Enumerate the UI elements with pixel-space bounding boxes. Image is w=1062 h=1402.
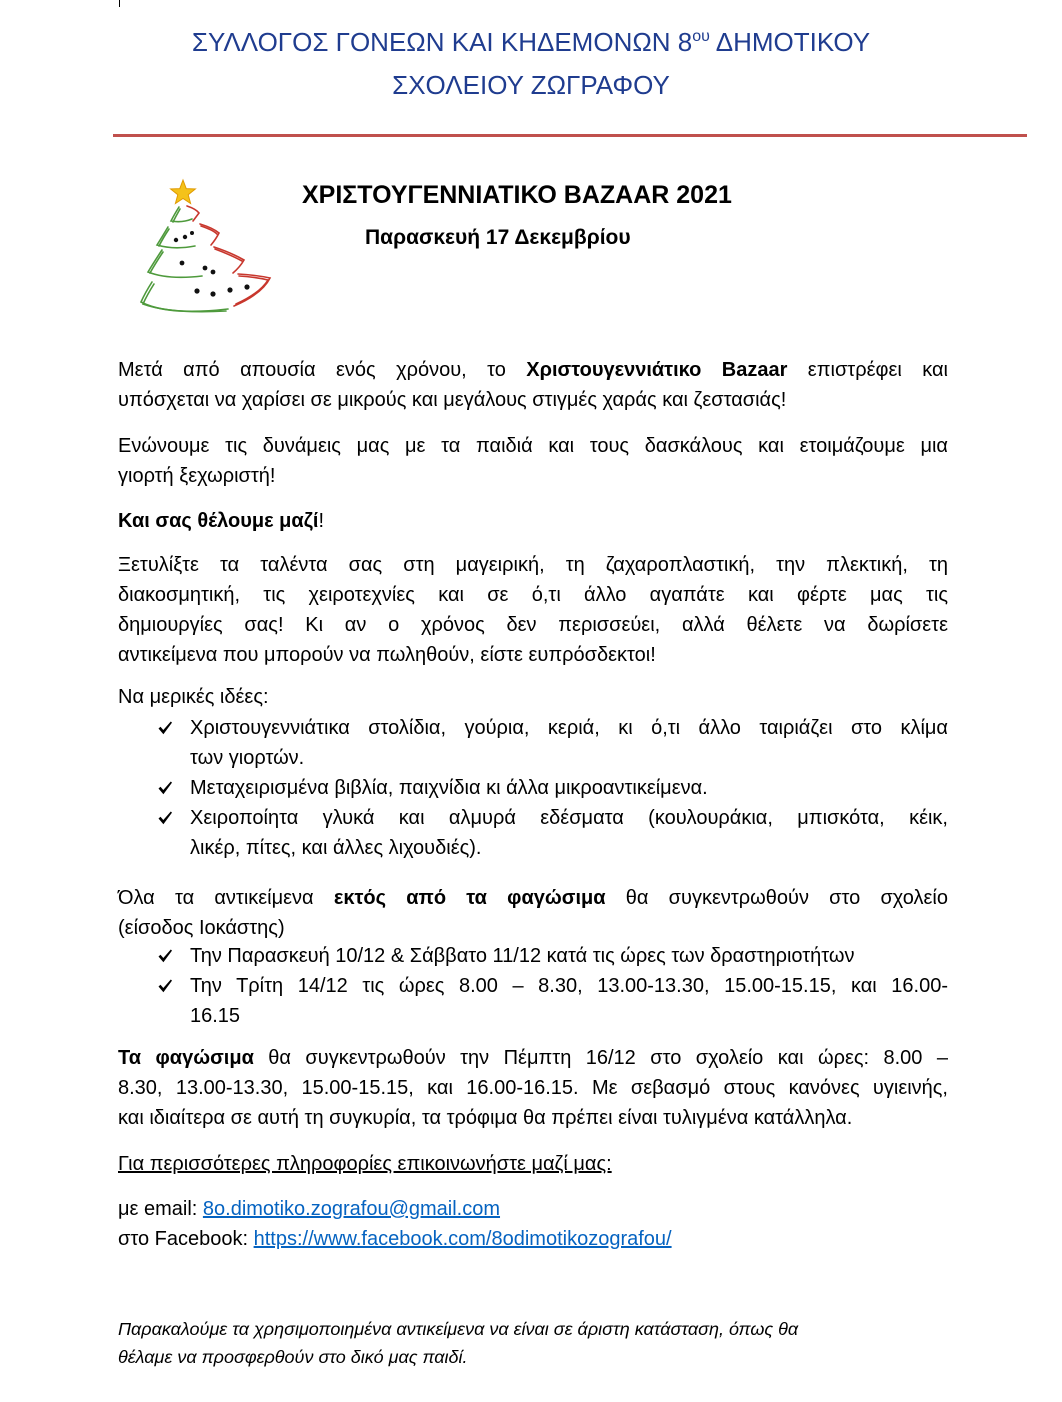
- closing-note: [118, 1315, 948, 1371]
- paragraph-line: διακοσμητική, τις χειροτεχνίες και σε ό,τι άλλο αγαπάτε και φέρτε μας τις: [118, 584, 948, 606]
- collection-times-list: [118, 941, 948, 1031]
- event-title: ΧΡΙΣΤΟΥΓΕΝΝΙΑΤΙΚΟ BAZAAR 2021: [302, 181, 732, 209]
- check-icon: [157, 720, 173, 736]
- text-segment: Όλα τα αντικείμενα: [118, 887, 334, 909]
- association-title-line-1: [0, 22, 1062, 67]
- text-segment: Μετά από απουσία ενός χρόνου, το: [118, 359, 527, 381]
- tree-green-branches: [141, 207, 228, 312]
- underlined-text: Για περισσότερες πληροφορίες επικοινωνήστε μαζί μας:: [118, 1153, 612, 1175]
- paragraph-line: [118, 883, 948, 913]
- email-line: [118, 1194, 948, 1224]
- bold-text-segment: Τα φαγώσιμα: [118, 1047, 254, 1069]
- text-segment: θα συγκεντρωθούν στο σχολείο: [605, 887, 948, 909]
- paragraph-line: (είσοδος Ιοκάστης): [118, 917, 285, 939]
- star-icon: [171, 180, 196, 204]
- invite-paragraph: [118, 506, 948, 536]
- paragraph-line: [118, 355, 948, 385]
- list-item-line: των γιορτών.: [190, 747, 305, 769]
- paragraph-line: υπόσχεται να χαρίσει σε μικρούς και μεγάλους στιγμές χαράς και ζεστασιάς!: [118, 389, 787, 411]
- list-item: [118, 773, 948, 803]
- list-item: [118, 713, 948, 773]
- text-segment: επιστρέφει και: [787, 359, 948, 381]
- email-link[interactable]: 8o.dimotiko.zografou@gmail.com: [202, 1198, 501, 1220]
- facebook-line: [118, 1224, 948, 1254]
- check-icon: [157, 780, 173, 796]
- note-line: θέλαμε να προσφερθούν στο δικό μας παιδί.: [118, 1347, 468, 1367]
- text-cursor: [119, 0, 120, 7]
- list-item-line: Την Τρίτη 14/12 τις ώρες 8.00 – 8.30, 13.00-13.30, 15.00-15.15, και 16.00-: [190, 975, 948, 997]
- bold-text-segment: Χριστουγεννιάτικο Bazaar: [526, 359, 788, 381]
- facebook-label: στο Facebook:: [118, 1228, 254, 1250]
- paragraph-line: αντικείμενα που μπορούν να πωληθούν, είστε ευπρόσδεκτοι!: [118, 644, 656, 666]
- title-text-end: ΔΗΜΟΤΙΚΟΥ: [709, 27, 871, 57]
- collection-paragraph: [118, 883, 948, 943]
- note-line: Παρακαλούμε τα χρησιμοποιημένα αντικείμενα να είναι σε άριστη κατάσταση, όπως θα: [118, 1319, 799, 1339]
- bold-text-segment: Και σας θέλουμε μαζί: [118, 510, 319, 532]
- list-item-line: λικέρ, πίτες, και άλλες λιχουδιές).: [190, 837, 482, 859]
- intro-paragraph: [118, 355, 948, 415]
- paragraph-line: δημιουργίες σας! Κι αν ο χρόνος δεν περισσεύει, αλλά θέλετε να δωρίσετε: [118, 614, 948, 636]
- paragraph-line: [118, 506, 948, 536]
- paragraph-line: 8.30, 13.00-13.30, 15.00-15.15, και 16.00-16.15. Με σεβασμό στους κανόνες υγιεινής,: [118, 1077, 948, 1099]
- contact-heading-line: [118, 1149, 948, 1179]
- check-icon: [157, 810, 173, 826]
- list-item: [118, 803, 948, 863]
- food-paragraph: [118, 1043, 948, 1133]
- ideas-label: [118, 682, 948, 712]
- paragraph-line: Ξετυλίξτε τα ταλέντα σας στη μαγειρική, τη ζαχαροπλαστική, την πλεκτική, τη: [118, 554, 948, 576]
- list-item-line: Μεταχειρισμένα βιβλία, παιχνίδια κι άλλα μικροαντικείμενα.: [190, 777, 708, 799]
- title-text: ΣΧΟΛΕΙΟΥ ΖΩΓΡΑΦΟΥ: [392, 70, 670, 100]
- paragraph-line: [118, 1043, 948, 1073]
- list-item-line: 16.15: [190, 1005, 241, 1027]
- text-segment: θα συγκεντρωθούν την Πέμπτη 16/12 στο σχολείο και ώρες: 8.00 –: [253, 1047, 948, 1069]
- paragraph-line: Να μερικές ιδέες:: [118, 686, 269, 708]
- list-item-line: Χειροποίητα γλυκά και αλμυρά εδέσματα (κουλουράκια, μπισκότα, κέικ,: [190, 807, 948, 829]
- talents-paragraph: [118, 550, 948, 670]
- title-superscript: ου: [692, 28, 710, 45]
- list-item-line: Χριστουγεννιάτικα στολίδια, γούρια, κεριά, κι ό,τι άλλο ταιριάζει στο κλίμα: [190, 717, 948, 739]
- contact-details: [118, 1194, 948, 1254]
- list-item: [118, 971, 948, 1031]
- association-title-line-2: [0, 65, 1062, 105]
- email-label: με email:: [118, 1198, 203, 1220]
- text-segment: !: [318, 510, 325, 532]
- paragraph-line: Ενώνουμε τις δυνάμεις μας με τα παιδιά και τους δασκάλους και ετοιμάζουμε μια: [118, 435, 948, 457]
- paragraph-line: και ιδιαίτερα σε αυτή τη συγκυρία, τα τρόφιμα θα πρέπει είναι τυλιγμένα κατάλληλα.: [118, 1107, 853, 1129]
- header-divider: [113, 134, 1027, 137]
- list-item-line: Την Παρασκευή 10/12 & Σάββατο 11/12 κατά τις ώρες των δραστηριοτήτων: [190, 945, 855, 967]
- event-date: Παρασκευή 17 Δεκεμβρίου: [365, 226, 631, 249]
- christmas-tree-icon: [138, 176, 273, 316]
- unite-paragraph: [118, 431, 948, 491]
- tree-ornaments: [174, 231, 250, 297]
- list-item: [118, 941, 948, 971]
- check-icon: [157, 948, 173, 964]
- paragraph-line: γιορτή ξεχωριστή!: [118, 465, 276, 487]
- bold-text-segment: εκτός από τα φαγώσιμα: [333, 887, 606, 909]
- title-text: ΣΥΛΛΟΓΟΣ ΓΟΝΕΩΝ ΚΑΙ ΚΗΔΕΜΟΝΩΝ 8: [191, 27, 693, 57]
- ideas-list: [118, 713, 948, 863]
- check-icon: [157, 978, 173, 994]
- contact-heading: [118, 1149, 948, 1179]
- facebook-link[interactable]: https://www.facebook.com/8odimotikozografou/: [253, 1228, 672, 1250]
